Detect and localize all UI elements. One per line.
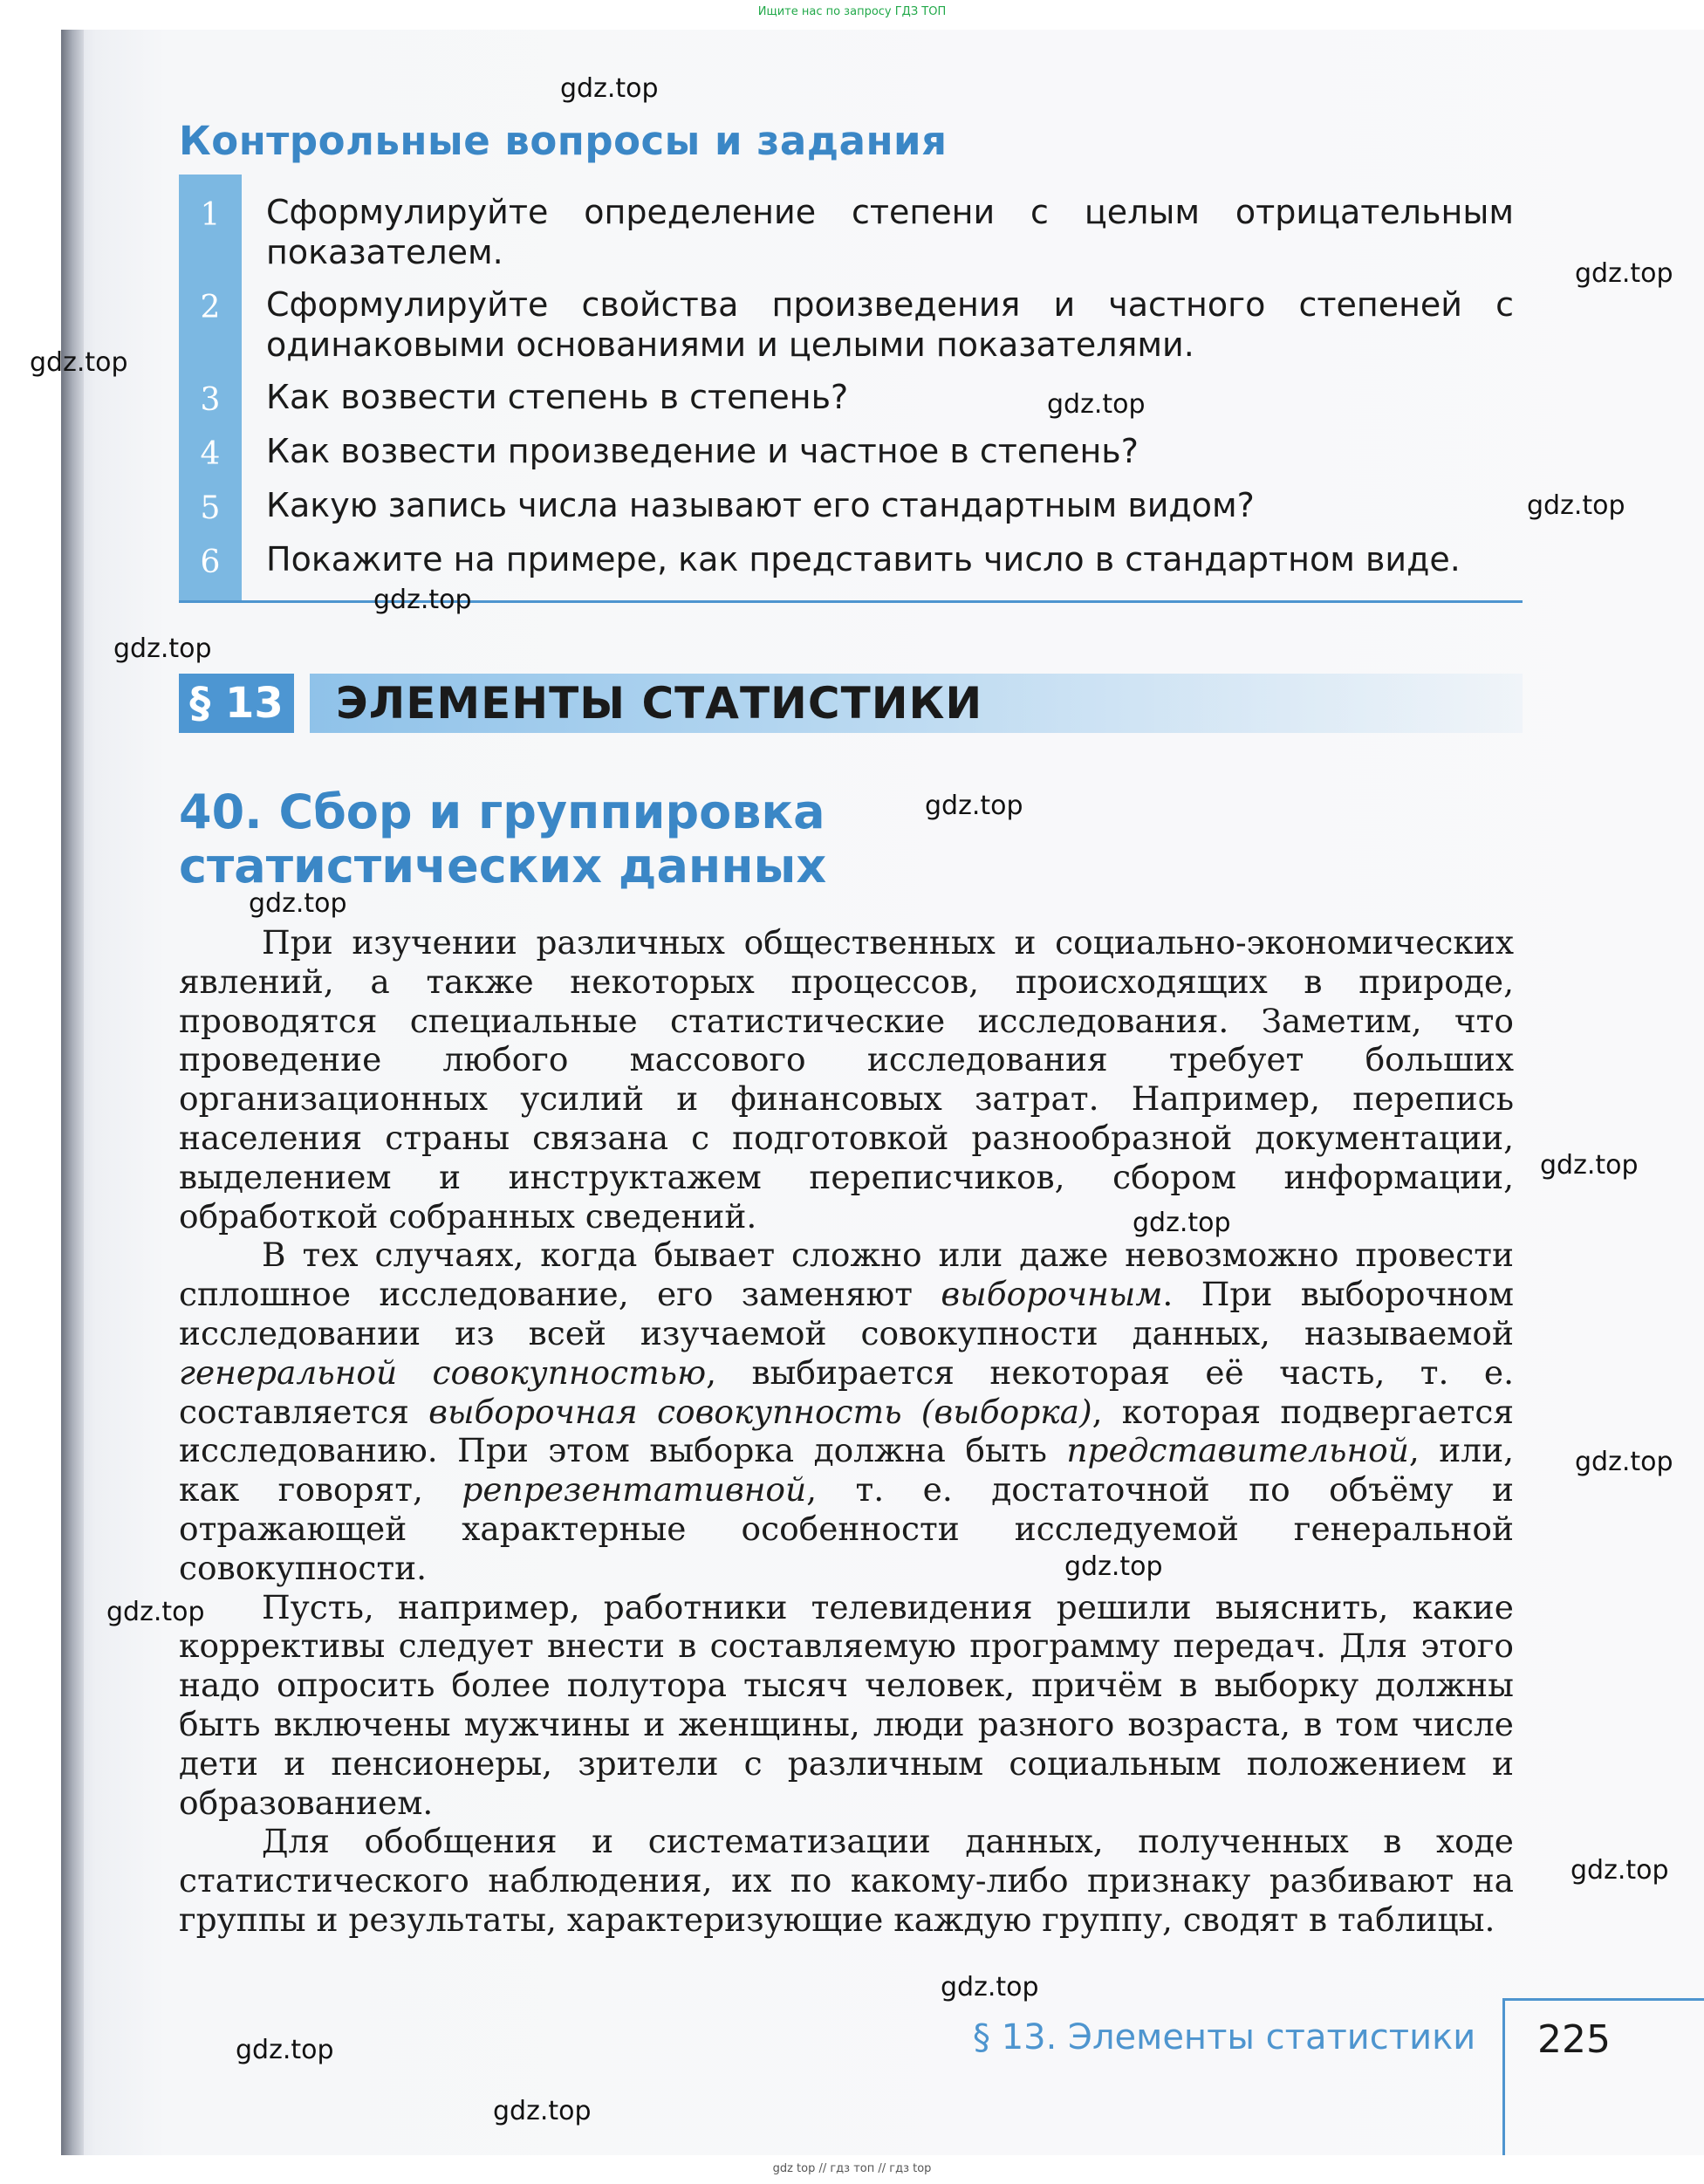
text-run: . При выборочном исследовании из всей изучаемой совокупности данных, называемой — [179, 1275, 1514, 1352]
question-number: 4 — [200, 436, 221, 472]
paragraph: Пусть, например, работники телевидения решили выяснить, какие коррективы следует внести в составляемую программу передач. Для этого надо опросить более полутора тысяч человек, причём в выборку должны быть включены мужчины и женщины, люди разного возраста, в том числе дети и пенсионеры, зрители с различным социальным положением и образованием. — [179, 1587, 1514, 1822]
question-number: 5 — [200, 490, 221, 526]
question-number: 2 — [200, 290, 221, 325]
section-number: § 13 — [179, 674, 294, 733]
watermark: gdz.top — [249, 888, 347, 919]
text-run: , или, как говорят, — [179, 1431, 1514, 1510]
question-text: Покажите на примере, как представить число в стандартном виде. — [266, 540, 1461, 579]
paragraph — [179, 1236, 1514, 1587]
section-title-bar — [310, 674, 1523, 733]
watermark: gdz.top — [30, 347, 128, 378]
text-run: , выбирается некоторая её часть, т. е. составляется — [179, 1352, 1515, 1431]
question-text: Как возвести произведение и частное в степень? — [266, 432, 1139, 470]
term-emphasis: выборочным — [941, 1275, 1163, 1314]
section-title: ЭЛЕМЕНТЫ СТАТИСТИКИ — [336, 678, 983, 729]
text-run: , которая подвергается исследованию. При этом выборка должна быть — [179, 1392, 1514, 1470]
page-number: 225 — [1537, 2017, 1611, 2062]
questions-title: Контрольные вопросы и задания — [179, 118, 948, 164]
section-header — [179, 674, 1523, 733]
watermark: gdz.top — [1571, 1855, 1669, 1886]
watermark: gdz.top — [236, 2035, 334, 2065]
term-emphasis: репрезентативной — [462, 1470, 807, 1510]
watermark: gdz.top — [1540, 1150, 1639, 1181]
question-text: Сформулируйте определение степени с целым отрицательным показателем. — [266, 193, 1514, 271]
text-run: , т. е. достаточной по объёму и отражающей характерные особенности исследуемой генеральной совокупности. — [179, 1470, 1514, 1587]
watermark: gdz.top — [1527, 490, 1625, 521]
questions-box — [179, 175, 1523, 603]
term-emphasis: генеральной совокупностью — [179, 1352, 707, 1392]
footer-top-line — [1502, 1998, 1704, 2001]
footer-note: gdz top // гдз топ // гдз top — [772, 2162, 932, 2175]
term-emphasis: выборочная совокупность (выборка) — [428, 1392, 1092, 1431]
paragraph: Для обобщения и систематизации данных, полученных в ходе статистического наблюдения, их по какому-либо признаку разбивают на группы и результаты, характеризующие каждую группу, сводят в таблицы. — [179, 1822, 1514, 1939]
watermark: gdz.top — [1064, 1551, 1163, 1582]
question-number: 6 — [200, 544, 221, 580]
question-text: Сформулируйте свойства произведения и частного степеней с одинаковыми основаниями и целыми показателями. — [266, 285, 1514, 364]
watermark: gdz.top — [373, 585, 472, 615]
topic-heading — [179, 785, 826, 893]
watermark: gdz.top — [560, 73, 659, 104]
watermark: gdz.top — [1047, 389, 1146, 420]
footer-section-label: § 13. Элементы статистики — [973, 2017, 1476, 2057]
watermark: gdz.top — [493, 2096, 592, 2126]
question-text: Какую запись числа называют его стандартным видом? — [266, 486, 1255, 524]
header-note: Ищите нас по запросу ГДЗ ТОП — [757, 5, 947, 18]
watermark: gdz.top — [106, 1597, 205, 1627]
watermark: gdz.top — [1575, 1447, 1673, 1477]
topic-heading-line1: 40. Сбор и группировка — [179, 784, 825, 839]
watermark: gdz.top — [941, 1972, 1039, 2003]
paragraph: При изучении различных общественных и социально-экономических явлений, а также некоторых процессов, происходящих в природе, проводятся специальные статистические исследования. Заметим, что проведение любого массового исследования требует больших организационных усилий и финансовых затрат. Например, перепись населения страны связана с подготовкой разнообразной документации, выделением и инструктажем переписчиков, сбором информации, обработкой собранных сведений. — [179, 923, 1514, 1236]
text-run: В тех случаях, когда бывает сложно или даже невозможно провести сплошное исследование, его заменяют — [179, 1236, 1514, 1314]
watermark: gdz.top — [1575, 258, 1673, 289]
topic-heading-line2: статистических данных — [179, 839, 827, 893]
watermark: gdz.top — [113, 633, 212, 664]
question-number: 3 — [200, 382, 221, 418]
question-number: 1 — [200, 197, 221, 233]
watermark: gdz.top — [925, 791, 1023, 821]
question-text: Как возвести степень в степень? — [266, 378, 849, 416]
watermark: gdz.top — [1133, 1208, 1231, 1238]
term-emphasis: представительной — [1066, 1431, 1409, 1470]
footer-divider — [1502, 1998, 1505, 2155]
body-text — [179, 923, 1514, 1940]
